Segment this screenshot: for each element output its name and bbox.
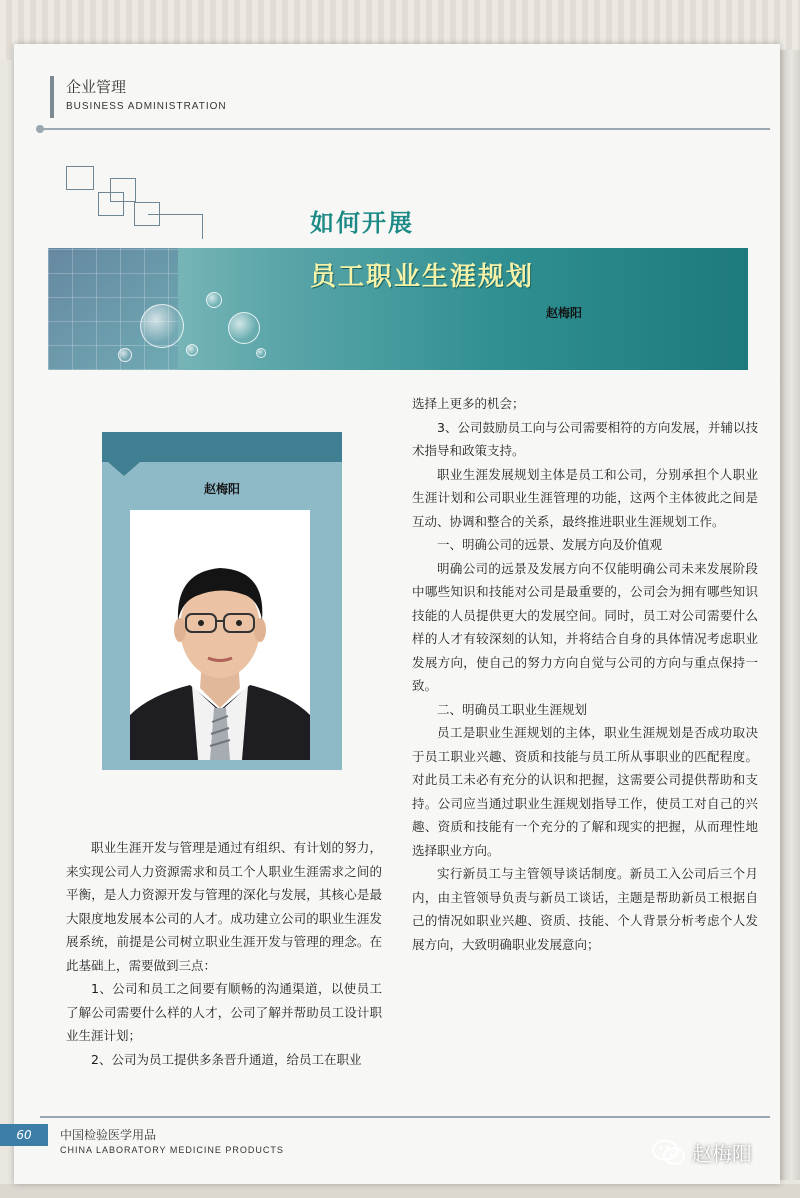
- bubble-graphic: [118, 348, 132, 362]
- author-byline: 赵梅阳: [546, 306, 583, 320]
- magazine-title: 中国检验医学用品: [60, 1128, 157, 1142]
- paragraph: 1、公司和员工之间要有顺畅的沟通渠道，以使员工了解公司需要什么样的人才，公司了解并帮助员工设计职业生涯计划；: [66, 981, 382, 1043]
- header-rule: [40, 128, 770, 130]
- section-heading: 一、明确公司的远景、发展方向及价值观: [437, 537, 663, 552]
- bubble-graphic: [140, 304, 184, 348]
- section-subtitle: BUSINESS ADMINISTRATION: [66, 101, 227, 112]
- photo-frame-triangle: [108, 462, 140, 476]
- magazine-subtitle: CHINA LABORATORY MEDICINE PRODUCTS: [60, 1145, 284, 1155]
- paragraph: 职业生涯开发与管理是通过有组织、有计划的努力，来实现公司人力资源需求和员工个人职业生涯需求之间的平衡，是人力资源开发与管理的深化与发展，其核心是最大限度地发展本公司的人才。成功建立公司的职业生涯发展系统，前提是公司树立职业生涯开发与管理的理念。在此基础上，需要做到三点：: [66, 840, 382, 973]
- page-number: 60: [0, 1124, 48, 1146]
- article-body-left-column: [66, 836, 382, 1071]
- portrait-image: [130, 510, 310, 760]
- watermark-text: 赵梅阳: [692, 1142, 752, 1166]
- bubble-graphic: [228, 312, 260, 344]
- header-accent-bar: [50, 76, 54, 118]
- decorative-squares: [62, 162, 212, 242]
- paragraph: 实行新员工与主管领导谈话制度。新员工入公司后三个月内，由主管领导负责与新员工谈话，主题是帮助新员工根据自己的情况如职业兴趣、资质、技能、个人背景分析考虑个人发展方向，大致明确职业发展意向；: [412, 866, 758, 952]
- article-body-right-column: [412, 392, 758, 956]
- paragraph: 员工是职业生涯规划的主体，职业生涯规划是否成功取决于员工职业兴趣、资质和技能与员工所从事职业的匹配程度。对此员工未必有充分的认识和把握，这需要公司提供帮助和支持。公司应当通过职业生涯规划指导工作，使员工对自己的兴趣、资质和技能有一个充分的了解和现实的把握，从而理性地选择职业方向。: [412, 725, 758, 858]
- paragraph: 明确公司的远景及发展方向不仅能明确公司未来发展阶段中哪些知识和技能对公司是最重要的，公司会为拥有哪些知识技能的人员提供更大的发展空间。同时，员工对公司需要什么样的人才有较深刻的认知，并将结合自身的具体情况考虑职业发展方向，使自己的努力方向自觉与公司的方向与重点保持一致。: [412, 560, 758, 693]
- paragraph: 2、公司为员工提供多条晋升通道，给员工在职业: [91, 1051, 362, 1067]
- wechat-watermark: [652, 1138, 752, 1167]
- bubble-graphic: [186, 344, 198, 356]
- page-edge: [778, 50, 800, 1180]
- bubble-graphic: [256, 348, 266, 358]
- paragraph: 3、公司鼓励员工向与公司需要相符的方向发展，并辅以技术指导和政策支持。: [412, 419, 758, 458]
- photo-frame-header: [102, 432, 342, 462]
- photo-caption: 赵梅阳: [203, 482, 240, 496]
- wechat-icon: [652, 1139, 686, 1167]
- bottom-background: [0, 1184, 800, 1198]
- footer-rule: [40, 1116, 770, 1118]
- author-photo: [130, 510, 310, 760]
- section-title: 企业管理: [66, 78, 127, 96]
- section-heading: 二、明确员工职业生涯规划: [437, 701, 588, 717]
- paragraph: 选择上更多的机会；: [412, 396, 525, 411]
- bubble-graphic: [206, 292, 222, 308]
- article-title-line2: 员工职业生涯规划: [310, 262, 535, 292]
- article-title-line1: 如何开展: [310, 209, 414, 237]
- paragraph: 职业生涯发展规划主体是员工和公司，分别承担个人职业生涯计划和公司职业生涯管理的功能，这两个主体彼此之间是互动、协调和整合的关系，最终推进职业生涯规划工作。: [412, 466, 758, 529]
